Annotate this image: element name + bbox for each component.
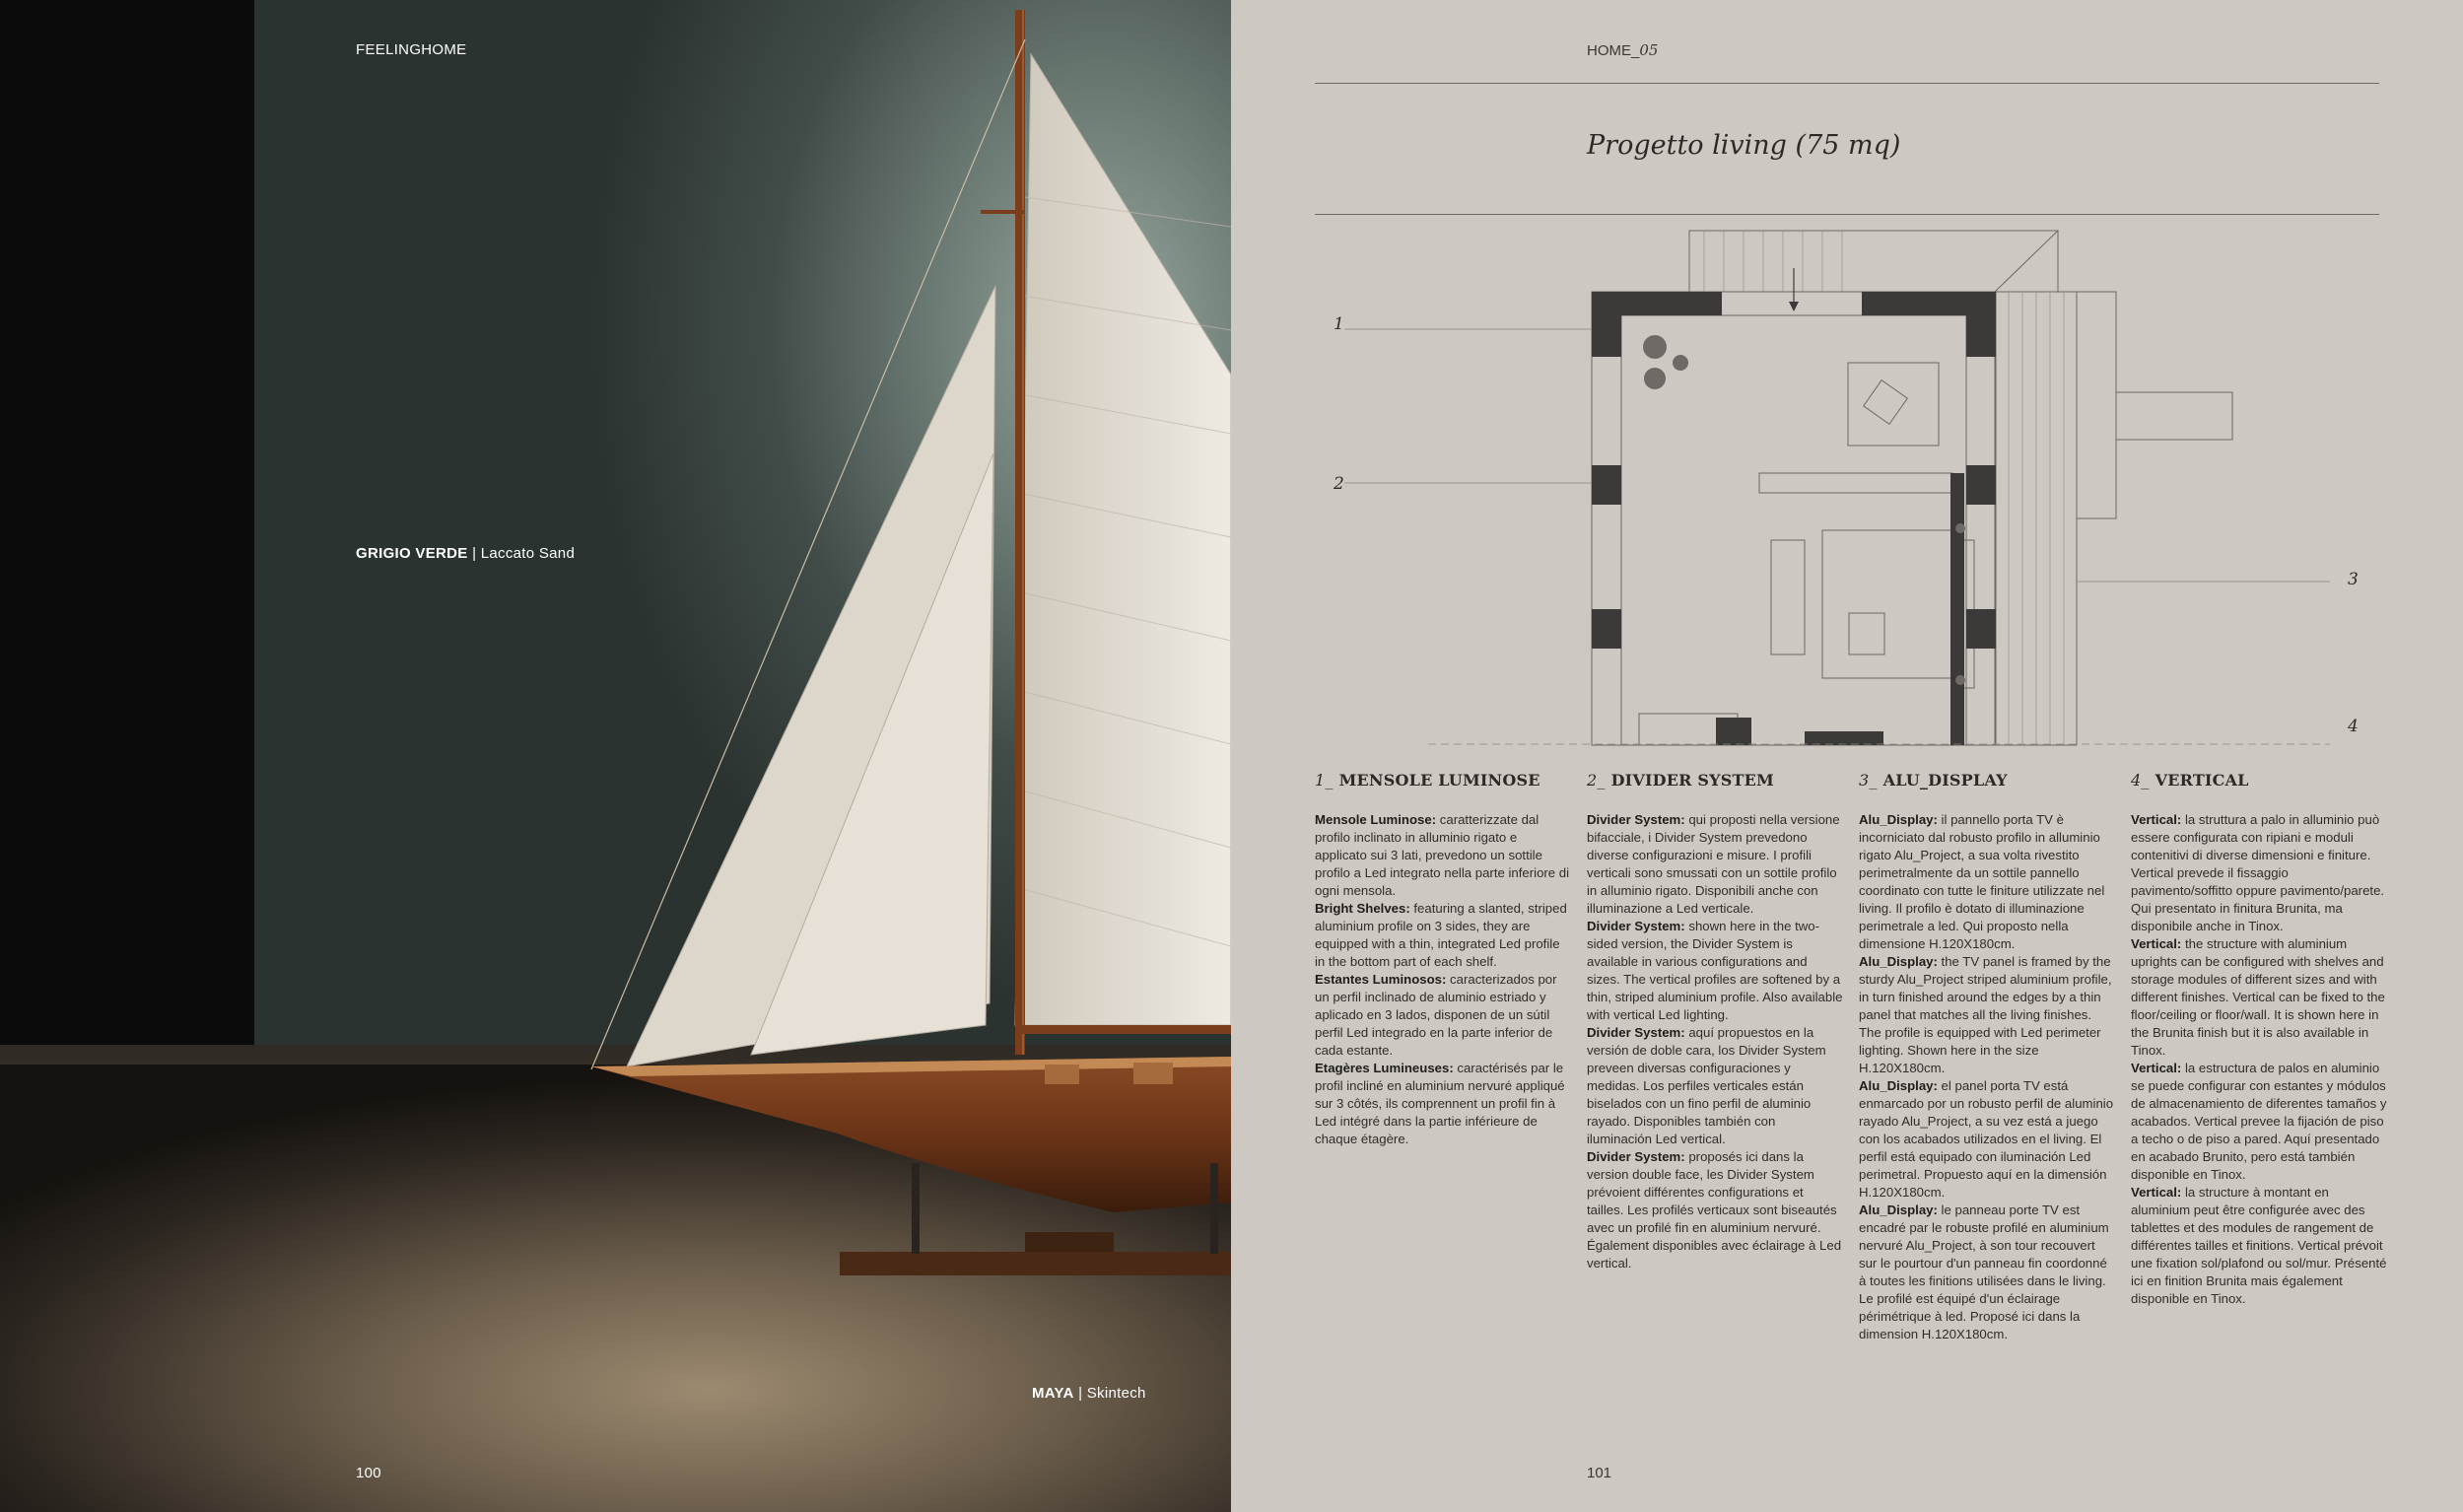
paragraph: [1859, 1077, 2115, 1202]
paragraph-keyword: Divider System:: [1587, 812, 1685, 827]
paragraph: [1587, 918, 1843, 1024]
paragraph: [2131, 1184, 2387, 1308]
plan-label-4: 4: [2348, 717, 2359, 736]
material-strong: GRIGIO VERDE: [356, 545, 468, 562]
paragraph-keyword: Vertical:: [2131, 1061, 2182, 1075]
page-number-left: 100: [356, 1465, 381, 1481]
paragraph: [1859, 1202, 2115, 1343]
paragraph-text: la estructura de palos en aluminio se puede configurar con estantes y módulos de almacenamiento de diferentes tamaños y acabados. Vertical prevee la fijación de piso a techo o de piso a pared. Aquí presentado en acabado Brunito, pero está también disponible en Tinox.: [2131, 1061, 2387, 1182]
paragraph-keyword: Mensole Luminose:: [1315, 812, 1437, 827]
paragraph: [1315, 1060, 1571, 1148]
paragraph: [2131, 1060, 2387, 1184]
section-title: MENSOLE LUMINOSE: [1338, 771, 1540, 790]
material-label-maya: [1032, 1385, 1146, 1402]
plan-label-3: 3: [2348, 570, 2359, 589]
section-vertical: [2131, 771, 2387, 1308]
paragraph-keyword: Alu_Display:: [1859, 1203, 1938, 1217]
paragraph-text: the TV panel is framed by the sturdy Alu_Project striped aluminium profile, in turn finished around the edges by a thin panel that matches all the living finishes. The profile is equipped with Led perimeter lighting. Shown here in the size H.120X180cm.: [1859, 954, 2112, 1075]
paragraph: [2131, 811, 2387, 935]
header-prefix: HOME_: [1587, 42, 1640, 59]
paragraph-text: qui proposti nella versione bifacciale, i Divider System prevedono diverse configurazioni e misure. I profili verticali sono smussati con un sottile profilo in alluminio rigato. Disponibili anche con illuminazione a Led verticale.: [1587, 812, 1840, 916]
left-page: [0, 0, 1231, 1512]
section-alu-display: [1859, 771, 2115, 1343]
paragraph: [1859, 811, 2115, 953]
title-rule: [1315, 214, 2379, 215]
header-number: 05: [1639, 41, 1659, 59]
paragraph-text: featuring a slanted, striped aluminium profile on 3 sides, they are equipped with a thin, integrated Led profile in the bottom part of each shelf.: [1315, 901, 1567, 969]
section-heading: [2131, 771, 2387, 790]
material-label-grigio: [356, 545, 575, 562]
brand-name: FEELINGHOME: [356, 41, 467, 58]
section-divider-system: [1587, 771, 1843, 1272]
section-number: 3_: [1859, 771, 1878, 790]
section-body: [1315, 811, 1571, 1148]
paragraph-keyword: Estantes Luminosos:: [1315, 972, 1447, 987]
paragraph-text: el panel porta TV está enmarcado por un robusto perfil de aluminio rayado Alu_Project, a su vez está a juego con los acabados utilizados en el living. El perfil está equipado con iluminación Led perimetral. Propuesto aquí en la dimensión H.120X180cm.: [1859, 1078, 2114, 1200]
section-number: 2_: [1587, 771, 1606, 790]
section-heading: [1587, 771, 1843, 790]
paragraph-keyword: Vertical:: [2131, 1185, 2182, 1200]
page-header: [1587, 41, 1658, 59]
paragraph-text: la structure à montant en aluminium peut être configurée avec des tablettes et des modules de rangement de différentes tailles et finitions. Vertical prévoit une fixation sol/plafond ou sol/mur. Présenté ici en finition Brunita mais également disponible en Tinox.: [2131, 1185, 2387, 1306]
right-page: [1231, 0, 2463, 1512]
material-rest: | Skintech: [1073, 1385, 1146, 1402]
section-body: [1587, 811, 1843, 1272]
paragraph-keyword: Etagères Lumineuses:: [1315, 1061, 1454, 1075]
floor-plan: [1231, 217, 2463, 749]
paragraph: [1315, 971, 1571, 1060]
top-rule: [1315, 83, 2379, 84]
paragraph-text: caractérisés par le profil incliné en aluminium nervuré appliqué sur 3 côtés, ils comprennent un profil fin à Led intégré dans la partie inférieure de chaque étagère.: [1315, 1061, 1565, 1146]
section-title: DIVIDER SYSTEM: [1610, 771, 1774, 790]
section-number: 1_: [1315, 771, 1334, 790]
material-strong: MAYA: [1032, 1385, 1074, 1402]
paragraph: [2131, 935, 2387, 1060]
paragraph-keyword: Vertical:: [2131, 812, 2182, 827]
section-body: [1859, 811, 2115, 1343]
paragraph-keyword: Alu_Display:: [1859, 954, 1938, 969]
paragraph-keyword: Divider System:: [1587, 1025, 1685, 1040]
paragraph-keyword: Divider System:: [1587, 1149, 1685, 1164]
section-heading: [1315, 771, 1571, 790]
paragraph-text: le panneau porte TV est encadré par le robuste profilé en aluminium nervuré Alu_Project, à son tour recouvert sur le pourtour d'un panneau fin coordonné à toutes les finitions utilisées dans le living. Le profilé est équipé d'un éclairage périmétrique à led. Proposé ici dans la dimension H.120X180cm.: [1859, 1203, 2109, 1341]
plan-label-2: 2: [1334, 474, 1344, 494]
section-heading: [1859, 771, 2115, 790]
paragraph-keyword: Divider System:: [1587, 919, 1685, 933]
paragraph: [1587, 1024, 1843, 1148]
paragraph-text: la struttura a palo in alluminio può essere configurata con ripiani e moduli contenitivi di diverse dimensioni e finiture. Vertical prevede il fissaggio pavimento/soffitto oppure pavimento/parete. Qui presentato in finitura Brunita, ma disponibile anche in Tinox.: [2131, 812, 2385, 933]
paragraph-keyword: Vertical:: [2131, 936, 2182, 951]
paragraph-keyword: Alu_Display:: [1859, 1078, 1938, 1093]
section-body: [2131, 811, 2387, 1308]
paragraph: [1315, 900, 1571, 971]
paragraph-keyword: Alu_Display:: [1859, 812, 1938, 827]
paragraph-text: the structure with aluminium uprights can be configured with shelves and storage modules of different sizes and with different finishes. Vertical can be fixed to the floor/ceiling or floor/wall. It is shown here in the Brunita finish but it is also available in Tinox.: [2131, 936, 2385, 1058]
section-number: 4_: [2131, 771, 2150, 790]
paragraph-text: proposés ici dans la version double face, les Divider System prévoient différentes configurations et tailles. Les profilés verticaux sont biseautés avec un profilé fin en aluminium nervuré. Également disponibles avec éclairage à Led vertical.: [1587, 1149, 1842, 1271]
paragraph-text: il pannello porta TV è incorniciato dal robusto profilo in alluminio rigato Alu_Project, a sua volta rivestito perimetralmente da un sottile pannello coordinato con tutte le finiture utilizzate nel living. Il profilo è dotato di illuminazione perimetrale a led. Qui proposto nella dimensione H.120X180cm.: [1859, 812, 2105, 951]
paragraph-text: caratterizzate dal profilo inclinato in alluminio rigato e applicato sui 3 lati, prevedono un sottile profilo a Led integrato nella parte inferiore di ogni mensola.: [1315, 812, 1570, 898]
page-number-right: 101: [1587, 1465, 1612, 1481]
paragraph-text: shown here in the two-sided version, the Divider System is available in various configurations and sizes. The vertical profiles are softened by a thin, striped aluminium profile. Also available with vertical Led lighting.: [1587, 919, 1843, 1022]
material-rest: | Laccato Sand: [467, 545, 576, 562]
section-title: ALU_DISPLAY: [1882, 771, 2008, 790]
paragraph: [1859, 953, 2115, 1077]
paragraph-text: aquí propuestos en la versión de doble cara, los Divider System preveen diversas configuraciones y medidas. Los perfiles verticales están biselados con un fino perfil de aluminio rayado. Disponibles también con iluminación Led vertical.: [1587, 1025, 1826, 1146]
page-title: Progetto living (75 mq): [1587, 130, 1901, 161]
section-title: VERTICAL: [2155, 771, 2249, 790]
sailboat-model-image: [0, 0, 1231, 1512]
paragraph: [1315, 811, 1571, 900]
section-mensole-luminose: [1315, 771, 1571, 1148]
plan-label-1: 1: [1334, 314, 1344, 334]
paragraph: [1587, 811, 1843, 918]
paragraph-text: caracterizados por un perfil inclinado de aluminio estriado y aplicado en 3 lados, disponen de un sútil perfil Led integrado en la parte inferior de cada estante.: [1315, 972, 1557, 1058]
paragraph-keyword: Bright Shelves:: [1315, 901, 1410, 916]
paragraph: [1587, 1148, 1843, 1272]
